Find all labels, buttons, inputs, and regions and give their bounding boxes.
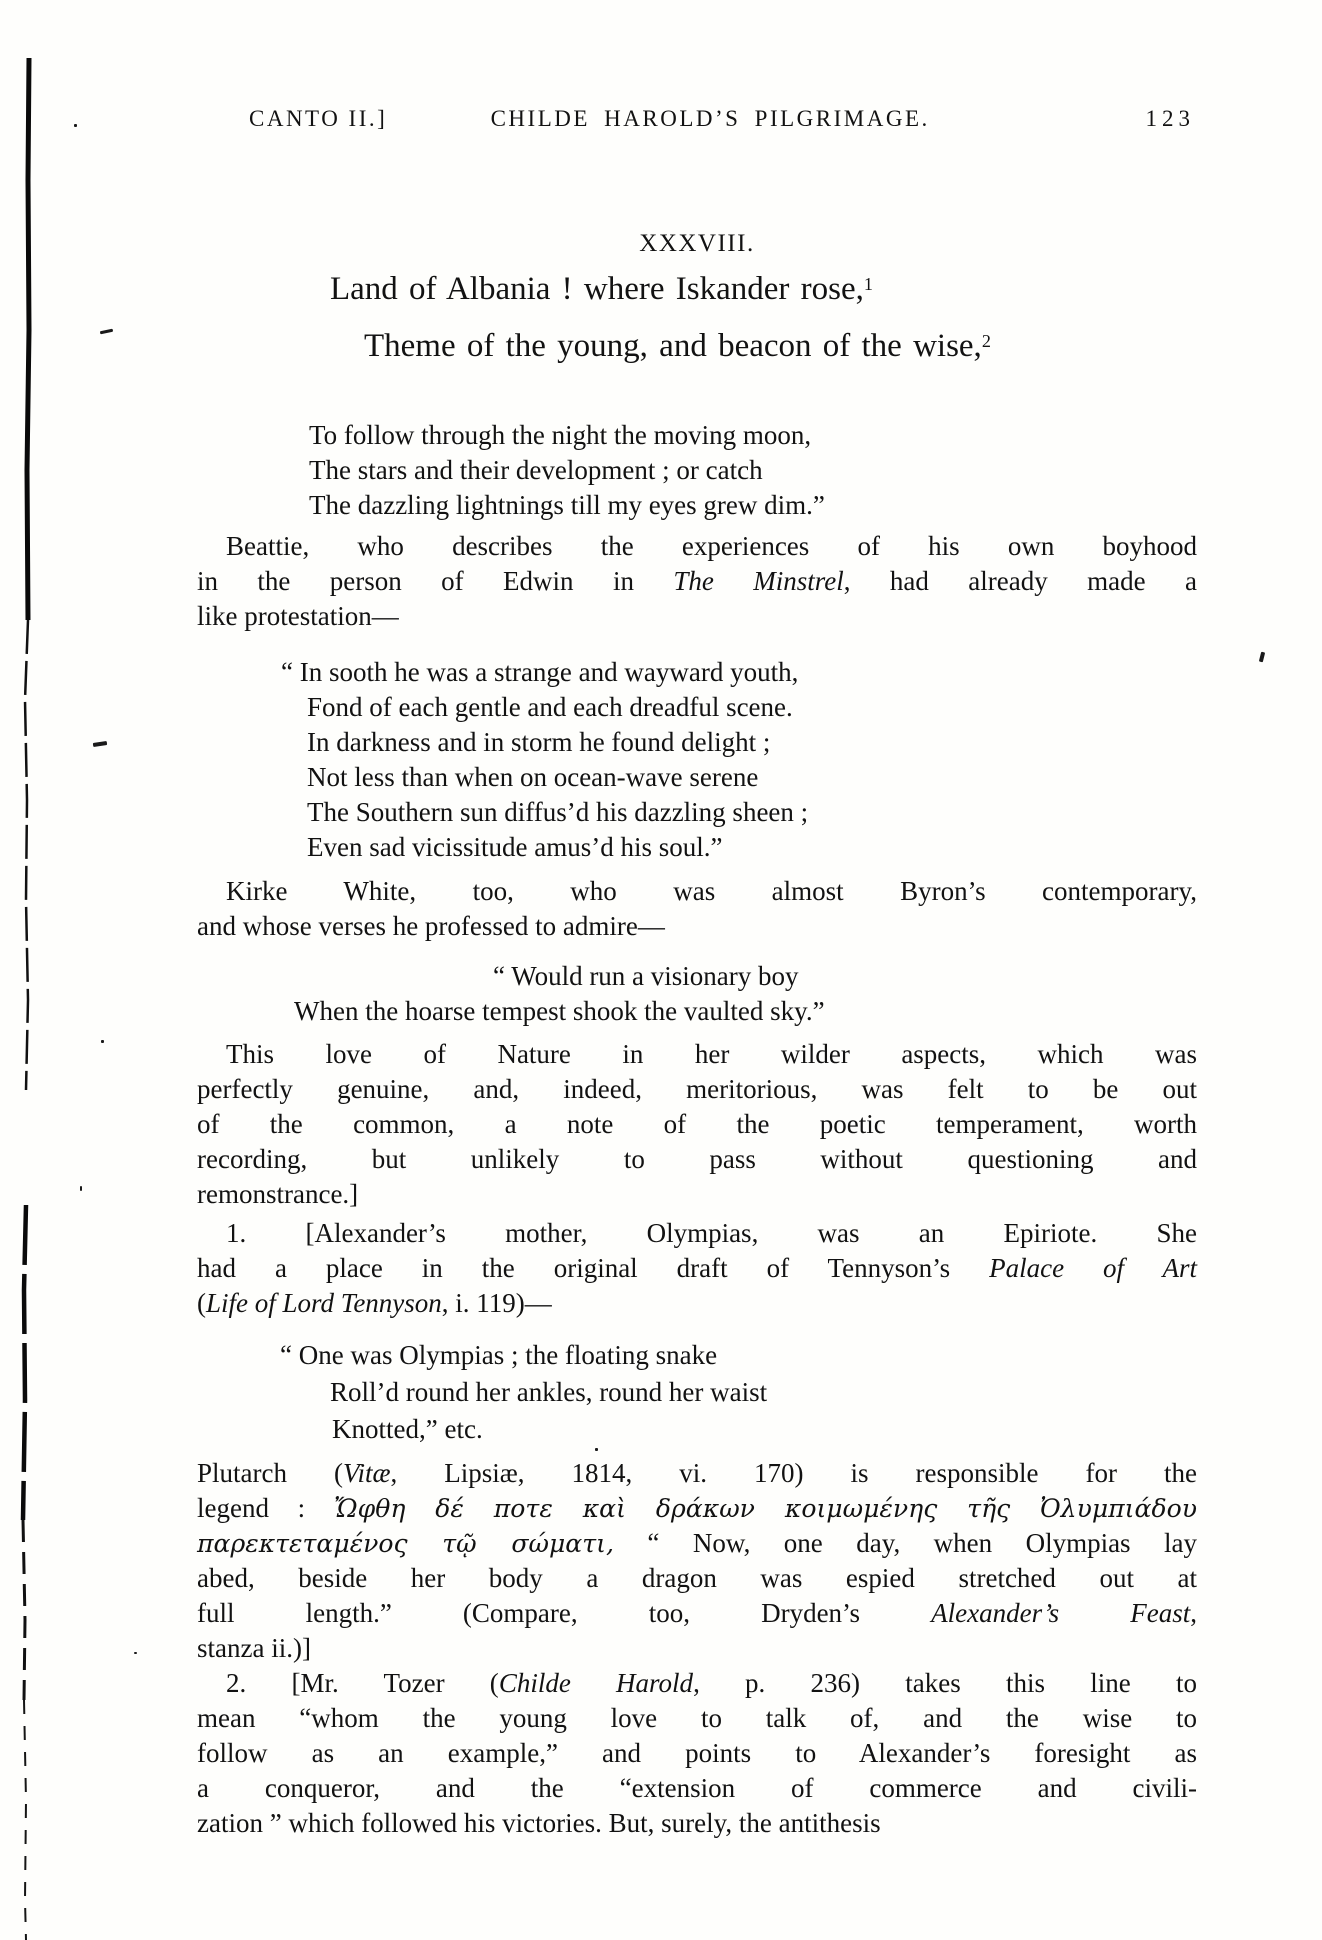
verse-quote-kirke: [197, 959, 825, 1029]
text-segment: “ Now, one day, when Olympias lay: [613, 1528, 1198, 1558]
text-segment: mean “whom the young love to talk of, and the wise to: [197, 1703, 1197, 1733]
header-canto-label: CANTO II.]: [249, 106, 388, 131]
verse-line: Even sad vicissitude amus’d his soul.”: [307, 832, 723, 862]
footnote-1: [197, 1216, 1197, 1321]
text-segment: , had already made a: [843, 566, 1197, 596]
italic-text: Palace of Art: [989, 1253, 1198, 1283]
paragraph-beattie: [197, 529, 1197, 634]
paragraph-plutarch: [197, 1456, 1197, 1666]
verse-line: When the hoarse tempest shook the vaulted sky.”: [294, 996, 825, 1026]
verse-line: “ Would run a visionary boy: [493, 961, 799, 991]
text-line: [197, 1177, 1197, 1212]
paragraph-kirke-white: [197, 874, 1197, 944]
text-line: [197, 1771, 1197, 1806]
text-segment: (: [197, 1288, 206, 1318]
italic-text: The Minstrel: [673, 566, 844, 596]
text-line: [197, 1701, 1197, 1736]
verse-line: Knotted,” etc.: [332, 1414, 483, 1444]
scan-speck: [101, 1040, 104, 1043]
text-line: [197, 1491, 1197, 1526]
text-segment: ,: [1190, 1598, 1197, 1628]
greek-text: Ὤφθη δέ ποτε καὶ δράκων κοιμωμένης τῆς Ὀλυμπιάδου: [333, 1494, 1197, 1523]
verse-line: To follow through the night the moving moon,: [309, 420, 812, 450]
text-segment: 2. [Mr. Tozer (: [226, 1668, 499, 1698]
poem-line: [364, 328, 991, 365]
text-line: [197, 1736, 1197, 1771]
footnote-ref-1: 1: [863, 274, 873, 294]
text-segment: Kirke White, too, who was almost Byron’s contemporary,: [226, 876, 1197, 906]
text-segment: , Lipsiæ, 1814, vi. 170) is responsible for the: [390, 1458, 1197, 1488]
italic-text: Alexander’s Feast: [931, 1598, 1191, 1628]
poem-line-text: Theme of the young, and beacon of the wise,: [364, 328, 982, 364]
text-segment: This love of Nature in her wilder aspects, which was: [226, 1039, 1197, 1069]
text-segment: recording, but unlikely to pass without questioning and: [197, 1144, 1197, 1174]
text-line: [197, 1142, 1197, 1177]
italic-text: Childe Harold: [498, 1668, 694, 1698]
verse-line: The dazzling lightnings till my eyes grew dim.”: [309, 490, 825, 520]
text-segment: full length.” (Compare, too, Dryden’s: [197, 1598, 932, 1628]
text-segment: a conqueror, and the “extension of commerce and civili-: [197, 1773, 1197, 1803]
poem-line: [330, 271, 873, 308]
text-line: [197, 1107, 1197, 1142]
greek-text: παρεκτεταμένος τῷ σώματι,: [197, 1529, 614, 1558]
text-segment: , p. 236) takes this line to: [693, 1668, 1197, 1698]
paragraph-love-of-nature: [197, 1037, 1197, 1212]
text-line: [197, 1806, 1197, 1841]
text-line: [197, 564, 1197, 599]
verse-line: In darkness and in storm he found delight ;: [307, 727, 771, 757]
scan-speck: [80, 1186, 82, 1191]
text-block: [197, 0, 1197, 1940]
text-segment: perfectly genuine, and, indeed, meritorious, was felt to be out: [197, 1074, 1197, 1104]
verse-line: The Southern sun diffus’d his dazzling sheen ;: [307, 797, 809, 827]
text-line: [197, 599, 1197, 634]
scan-speck: [74, 124, 77, 127]
text-line: [197, 1072, 1197, 1107]
text-line: [197, 1561, 1197, 1596]
verse-line: “ One was Olympias ; the floating snake: [280, 1340, 718, 1370]
italic-text: Vitæ: [342, 1458, 391, 1488]
verse-line: Not less than when on ocean-wave serene: [307, 762, 759, 792]
text-segment: like protestation—: [197, 601, 399, 631]
text-segment: remonstrance.]: [197, 1179, 359, 1209]
text-line: [197, 874, 1197, 909]
scan-speck: [1259, 652, 1265, 663]
text-segment: of the common, a note of the poetic temperament, worth: [197, 1109, 1197, 1139]
text-line: [197, 1216, 1197, 1251]
text-segment: Beattie, who describes the experiences of his own boyhood: [226, 531, 1197, 561]
stanza-number: XXXVIII.: [639, 230, 755, 257]
page-number: 123: [1145, 106, 1195, 131]
verse-line: Fond of each gentle and each dreadful scene.: [307, 692, 793, 722]
text-segment: and whose verses he professed to admire—: [197, 911, 665, 941]
text-line: [197, 1286, 1197, 1321]
text-segment: 1. [Alexander’s mother, Olympias, was an Epiriote. She: [226, 1218, 1197, 1248]
verse-quote-olympias: [280, 1337, 767, 1448]
text-segment: zation ” which followed his victories. But, surely, the antithesis: [197, 1808, 881, 1838]
scan-gutter-artifact: [0, 0, 60, 1940]
header-book-title: CHILDE HAROLD’S PILGRIMAGE.: [490, 106, 930, 131]
verse-line: The stars and their development ; or catch: [309, 455, 763, 485]
running-header: [197, 106, 1197, 140]
italic-text: Life of Lord Tennyson: [206, 1288, 442, 1318]
verse-quote-moon: [309, 418, 825, 523]
text-line: [197, 1037, 1197, 1072]
text-line: [197, 1596, 1197, 1631]
scan-speck: [100, 329, 113, 335]
scan-speck: [93, 741, 107, 747]
footnote-ref-2: 2: [981, 331, 991, 351]
text-line: [197, 909, 1197, 944]
scan-speck: [134, 1652, 137, 1654]
verse-line: Roll’d round her ankles, round her waist: [330, 1377, 768, 1407]
text-segment: abed, beside her body a dragon was espied stretched out at: [197, 1563, 1197, 1593]
text-line: [197, 1631, 1197, 1666]
text-segment: in the person of Edwin in: [197, 566, 674, 596]
text-segment: stanza ii.)]: [197, 1633, 311, 1663]
text-segment: , i. 119)—: [441, 1288, 552, 1318]
text-line: [197, 1456, 1197, 1491]
text-line: [197, 1666, 1197, 1701]
text-segment: Plutarch (: [197, 1458, 343, 1488]
verse-line: “ In sooth he was a strange and wayward youth,: [281, 657, 799, 687]
text-segment: had a place in the original draft of Tennyson’s: [197, 1253, 990, 1283]
text-line: [197, 1251, 1197, 1286]
text-segment: legend :: [197, 1493, 334, 1523]
verse-quote-minstrel: [281, 655, 809, 865]
poem-line-text: Land of Albania ! where Iskander rose,: [330, 271, 864, 307]
text-segment: follow as an example,” and points to Alexander’s foresight as: [197, 1738, 1197, 1768]
text-line: [197, 529, 1197, 564]
footnote-2: [197, 1666, 1197, 1841]
text-line: [197, 1526, 1197, 1561]
